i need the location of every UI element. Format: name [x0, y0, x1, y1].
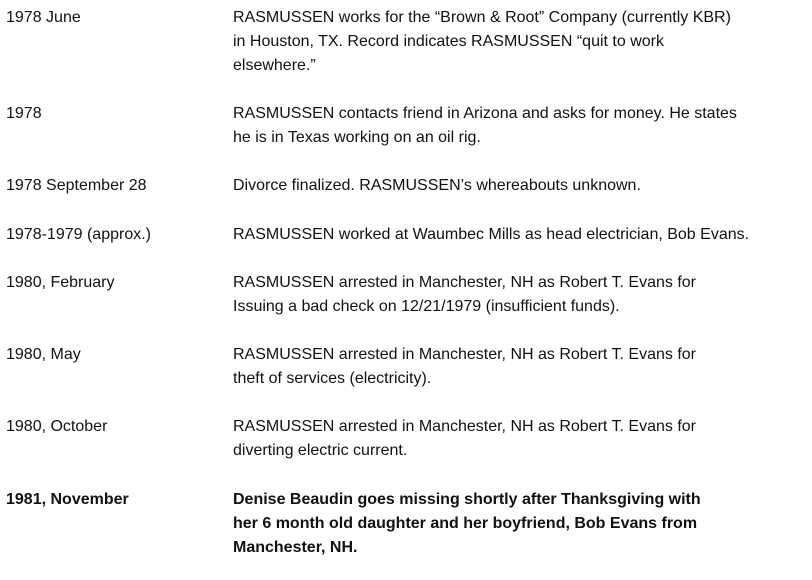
description-line: RASMUSSEN worked at Waumbec Mills as head electrician, Bob Evans. [233, 226, 750, 243]
description-line: he is in Texas working on an oil rig. [233, 129, 481, 146]
description-line: RASMUSSEN works for the “Brown & Root” Company (currently KBR) [233, 9, 731, 26]
entry-description [233, 223, 808, 247]
entry-description [233, 6, 808, 78]
description-line: elsewhere.” [233, 57, 316, 74]
description-line: RASMUSSEN contacts friend in Arizona and asks for money. He states [233, 105, 737, 122]
description-line: her 6 month old daughter and her boyfriend, Bob Evans from [233, 515, 698, 532]
entry-date: 1980, May [6, 346, 81, 363]
entry-date: 1980, October [6, 418, 108, 435]
entry-description [233, 488, 808, 560]
entry-date: 1978-1979 (approx.) [6, 226, 151, 243]
entry-date: 1978 [6, 105, 42, 122]
entry-description [233, 102, 808, 150]
entry-date: 1978 September 28 [6, 177, 147, 194]
description-line: in Houston, TX. Record indicates RASMUSSEN “quit to work [233, 33, 664, 50]
entry-date: 1978 June [6, 9, 81, 26]
description-line: Divorce finalized. RASMUSSEN’s whereabouts unknown. [233, 177, 641, 194]
entry-description [233, 174, 808, 198]
description-line: theft of services (electricity). [233, 370, 432, 387]
description-line: Issuing a bad check on 12/21/1979 (insufficient funds). [233, 298, 620, 315]
description-line: diverting electric current. [233, 442, 408, 459]
description-line: Denise Beaudin goes missing shortly after Thanksgiving with [233, 491, 701, 508]
entry-description [233, 343, 808, 391]
entry-description [233, 271, 808, 319]
description-line: RASMUSSEN arrested in Manchester, NH as Robert T. Evans for [233, 274, 696, 291]
description-line: RASMUSSEN arrested in Manchester, NH as Robert T. Evans for [233, 418, 696, 435]
entry-date: 1980, February [6, 274, 115, 291]
description-line: Manchester, NH. [233, 539, 358, 556]
entry-description [233, 415, 808, 463]
entry-date: 1981, November [6, 491, 129, 508]
description-line: RASMUSSEN arrested in Manchester, NH as Robert T. Evans for [233, 346, 696, 363]
